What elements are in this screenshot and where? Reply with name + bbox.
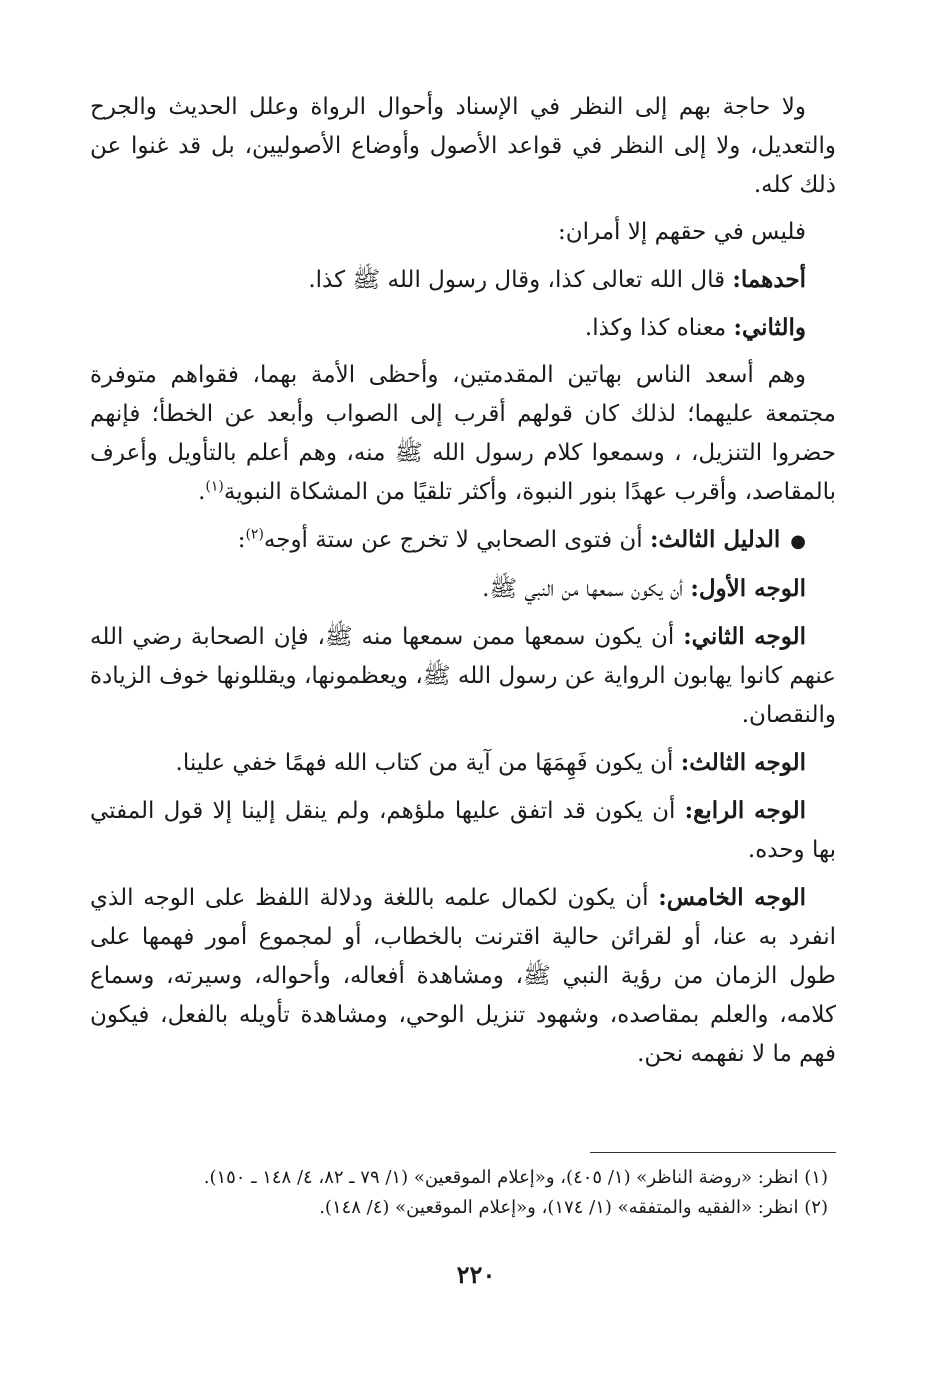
footnote-1-text: انظر: «روضة الناظر» (١/ ٤٠٥)، و«إعلام الموقعين» (١/ ٧٩ ـ ٨٢، ٤/ ١٤٨ ـ ١٥٠). <box>203 1167 799 1188</box>
aspect-fifth <box>90 878 836 1074</box>
paragraph-companions-text: وهم أسعد الناس بهاتين المقدمتين، وأحظى الأمة بهما، فقواهم متوفرة مجتمعة عليهما؛ لذلك كان قولهم أقرب إلى الصواب وأبعد عن الخطأ؛ فإنهم حضروا التنزيل، ، وسمعوا كلام رسول الله ﷺ منه، وهم أعلم بالتأويل وأعرف بالمقاصد، وأقرب عهدًا بنور النبوة، وأكثر تلقيًا من المشكاة النبوية <box>90 362 836 505</box>
footnote-ref-1: (١) <box>205 478 224 495</box>
aspect-fourth-text: أن يكون قد اتفق عليها ملؤهم، ولم ينقل إلينا إلا قول المفتي بها وحده. <box>90 798 836 863</box>
aspect-second-text: أن يكون سمعها ممن سمعها منه ﷺ، فإن الصحابة رضي الله عنهم كانوا يهابون الرواية عن رسول الله ﷺ، ويعظمونها، ويقللونها خوف الزيادة والنقصان. <box>90 624 836 728</box>
aspect-fourth <box>90 791 836 870</box>
footnote-1 <box>90 1163 836 1193</box>
paragraph-intro: ولا حاجة بهم إلى النظر في الإسناد وأحوال الرواة وعلل الحديث والجرح والتعديل، ولا إلى النظر في قواعد الأصول وأوضاع الأصوليين، بل قد غنوا عن ذلك كله. <box>90 94 836 198</box>
aspect-first-label: الوجه الأول: <box>690 575 806 602</box>
bullet-icon: ● <box>790 531 806 552</box>
footnote-divider <box>590 1152 836 1153</box>
evidence-text: أن فتوى الصحابي لا تخرج عن ستة أوجه <box>263 527 650 553</box>
paragraph-companions-end: . <box>198 479 206 505</box>
evidence-label: الدليل الثالث: <box>650 526 781 553</box>
item-first-text: قال الله تعالى كذا، وقال رسول الله ﷺ كذا. <box>308 267 733 293</box>
aspect-third-text: أن يكون فَهِمَهَا من آية من كتاب الله فهمًا خفي علينا. <box>175 750 681 776</box>
footnote-2 <box>90 1193 836 1223</box>
footnote-2-text: انظر: «الفقيه والمتفقه» (١/ ١٧٤)، و«إعلام الموقعين» (٤/ ١٤٨). <box>319 1197 799 1218</box>
aspect-first-text: أن يكون سمعها من النبي ﷺ. <box>482 576 691 602</box>
footnote-1-number: (١) <box>804 1167 828 1188</box>
aspect-third <box>90 743 836 783</box>
item-second <box>90 308 836 348</box>
item-first-label: أحدهما: <box>732 266 806 293</box>
item-second-label: والثاني: <box>733 314 806 341</box>
aspect-second <box>90 617 836 735</box>
item-second-text: معناه كذا وكذا. <box>584 315 734 341</box>
page-body <box>90 88 836 1082</box>
page-number: ٢٢٠ <box>456 1260 496 1289</box>
paragraph-two-matters: فليس في حقهم إلا أمران: <box>558 219 806 245</box>
item-first <box>90 260 836 300</box>
evidence-end: : <box>237 527 246 553</box>
paragraph-companions <box>90 356 836 512</box>
footnotes <box>90 1163 836 1223</box>
footnote-ref-2: (٢) <box>245 526 264 543</box>
aspect-third-label: الوجه الثالث: <box>680 749 806 776</box>
aspect-fifth-text: أن يكون لكمال علمه باللغة ودلالة اللفظ على الوجه الذي انفرد به عنا، أو لقرائن حالية اقترنت بالخطاب، أو لمجموع أمور فهمها على طول الزمان من رؤية النبي ﷺ، ومشاهدة أفعاله، وأحواله، وسيرته، وسماع كلامه، والعلم بمقاصده، وشهود تنزيل الوحي، ومشاهدة تأويله بالفعل، فيكون فهم ما لا نفهمه نحن. <box>90 885 836 1067</box>
evidence-heading <box>90 520 836 561</box>
aspect-fourth-label: الوجه الرابع: <box>684 797 806 824</box>
aspect-first <box>90 569 836 609</box>
aspect-fifth-label: الوجه الخامس: <box>658 884 806 911</box>
footnote-2-number: (٢) <box>804 1197 828 1218</box>
aspect-second-label: الوجه الثاني: <box>683 623 806 650</box>
